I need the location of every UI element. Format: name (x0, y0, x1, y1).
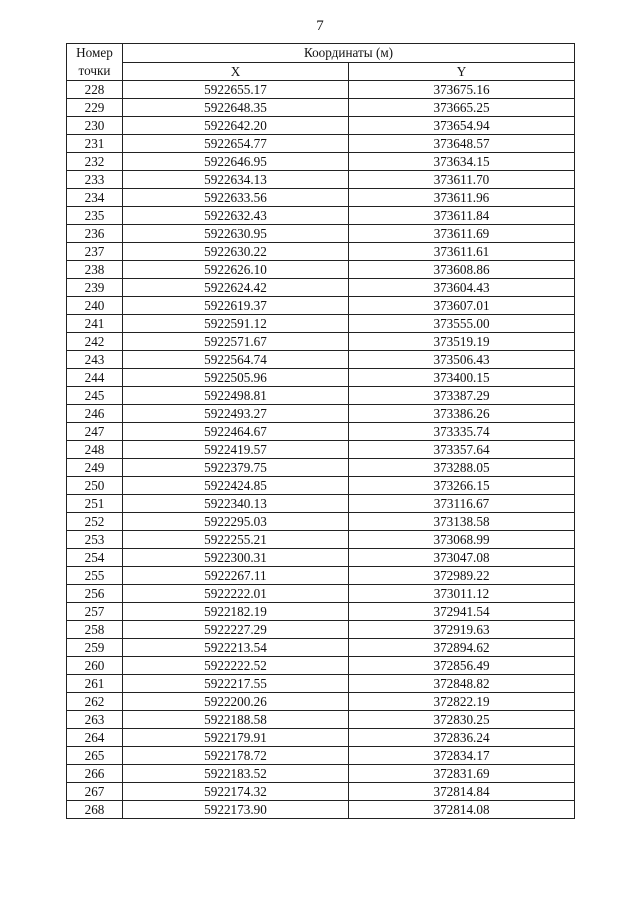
table-row (67, 423, 575, 441)
y-coordinate-cell: 373400.15 (349, 369, 575, 387)
point-number-cell: 252 (67, 513, 123, 531)
table-row (67, 657, 575, 675)
table-row (67, 261, 575, 279)
y-coordinate-cell: 373335.74 (349, 423, 575, 441)
x-coordinate-cell: 5922648.35 (123, 99, 349, 117)
y-coordinate-cell: 373634.15 (349, 153, 575, 171)
point-number-cell: 231 (67, 135, 123, 153)
x-coordinate-cell: 5922179.91 (123, 729, 349, 747)
x-coordinate-cell: 5922624.42 (123, 279, 349, 297)
x-coordinate-cell: 5922630.22 (123, 243, 349, 261)
table-row (67, 207, 575, 225)
y-coordinate-cell: 373266.15 (349, 477, 575, 495)
x-coordinate-cell: 5922174.32 (123, 783, 349, 801)
x-coordinate-cell: 5922591.12 (123, 315, 349, 333)
point-number-cell: 248 (67, 441, 123, 459)
x-coordinate-cell: 5922419.57 (123, 441, 349, 459)
table-row (67, 747, 575, 765)
x-column-header: X (123, 62, 349, 81)
y-coordinate-cell: 372856.49 (349, 657, 575, 675)
x-coordinate-cell: 5922464.67 (123, 423, 349, 441)
table-row (67, 765, 575, 783)
page-number: 7 (316, 18, 324, 34)
point-number-cell: 258 (67, 621, 123, 639)
point-number-cell: 230 (67, 117, 123, 135)
point-number-cell: 257 (67, 603, 123, 621)
table-row (67, 171, 575, 189)
y-coordinate-cell: 372822.19 (349, 693, 575, 711)
x-coordinate-cell: 5922654.77 (123, 135, 349, 153)
x-coordinate-cell: 5922222.52 (123, 657, 349, 675)
x-coordinate-cell: 5922200.26 (123, 693, 349, 711)
point-number-header-line1: Номер (76, 45, 113, 60)
point-number-cell: 235 (67, 207, 123, 225)
point-number-cell: 242 (67, 333, 123, 351)
x-coordinate-cell: 5922227.29 (123, 621, 349, 639)
point-number-cell: 264 (67, 729, 123, 747)
table-row (67, 675, 575, 693)
point-number-cell: 255 (67, 567, 123, 585)
y-coordinate-cell: 373116.67 (349, 495, 575, 513)
point-number-cell: 233 (67, 171, 123, 189)
point-number-cell: 261 (67, 675, 123, 693)
table-row (67, 729, 575, 747)
point-number-cell: 237 (67, 243, 123, 261)
x-coordinate-cell: 5922424.85 (123, 477, 349, 495)
table-row (67, 99, 575, 117)
table-row (67, 621, 575, 639)
table-row (67, 531, 575, 549)
point-number-cell: 228 (67, 81, 123, 99)
x-coordinate-cell: 5922498.81 (123, 387, 349, 405)
x-coordinate-cell: 5922379.75 (123, 459, 349, 477)
point-number-cell: 251 (67, 495, 123, 513)
y-coordinate-cell: 372830.25 (349, 711, 575, 729)
y-coordinate-cell: 373675.16 (349, 81, 575, 99)
y-coordinate-cell: 373604.43 (349, 279, 575, 297)
y-coordinate-cell: 372836.24 (349, 729, 575, 747)
y-coordinate-cell: 373047.08 (349, 549, 575, 567)
point-number-cell: 241 (67, 315, 123, 333)
table-row (67, 369, 575, 387)
y-coordinate-cell: 372941.54 (349, 603, 575, 621)
x-coordinate-cell: 5922633.56 (123, 189, 349, 207)
table-row (67, 495, 575, 513)
coordinates-header: Координаты (м) (123, 44, 575, 63)
point-number-cell: 246 (67, 405, 123, 423)
point-number-cell: 236 (67, 225, 123, 243)
table-row (67, 693, 575, 711)
point-number-cell: 250 (67, 477, 123, 495)
x-coordinate-cell: 5922642.20 (123, 117, 349, 135)
y-coordinate-cell: 373387.29 (349, 387, 575, 405)
table-row (67, 351, 575, 369)
x-coordinate-cell: 5922632.43 (123, 207, 349, 225)
x-coordinate-cell: 5922295.03 (123, 513, 349, 531)
y-coordinate-cell: 373607.01 (349, 297, 575, 315)
table-row (67, 189, 575, 207)
table-header (67, 44, 575, 81)
table-row (67, 297, 575, 315)
y-coordinate-cell: 373611.69 (349, 225, 575, 243)
point-number-cell: 267 (67, 783, 123, 801)
point-number-cell: 243 (67, 351, 123, 369)
x-coordinate-cell: 5922626.10 (123, 261, 349, 279)
x-coordinate-cell: 5922505.96 (123, 369, 349, 387)
x-coordinate-cell: 5922493.27 (123, 405, 349, 423)
y-coordinate-cell: 372814.08 (349, 801, 575, 819)
table-body (67, 81, 575, 819)
point-number-cell: 265 (67, 747, 123, 765)
point-number-cell: 262 (67, 693, 123, 711)
table-row (67, 603, 575, 621)
y-coordinate-cell: 373665.25 (349, 99, 575, 117)
x-coordinate-cell: 5922634.13 (123, 171, 349, 189)
point-number-cell: 249 (67, 459, 123, 477)
table-row (67, 135, 575, 153)
y-coordinate-cell: 373648.57 (349, 135, 575, 153)
point-number-cell: 247 (67, 423, 123, 441)
table-row (67, 459, 575, 477)
x-coordinate-cell: 5922571.67 (123, 333, 349, 351)
y-coordinate-cell: 373611.84 (349, 207, 575, 225)
y-coordinate-cell: 373138.58 (349, 513, 575, 531)
x-coordinate-cell: 5922564.74 (123, 351, 349, 369)
y-coordinate-cell: 373068.99 (349, 531, 575, 549)
table-row (67, 81, 575, 99)
y-coordinate-cell: 373611.70 (349, 171, 575, 189)
y-coordinate-cell: 373555.00 (349, 315, 575, 333)
y-coordinate-cell: 373608.86 (349, 261, 575, 279)
x-coordinate-cell: 5922267.11 (123, 567, 349, 585)
x-coordinate-cell: 5922183.52 (123, 765, 349, 783)
y-coordinate-cell: 373288.05 (349, 459, 575, 477)
x-coordinate-cell: 5922217.55 (123, 675, 349, 693)
y-coordinate-cell: 372814.84 (349, 783, 575, 801)
x-coordinate-cell: 5922300.31 (123, 549, 349, 567)
table-row (67, 117, 575, 135)
x-coordinate-cell: 5922222.01 (123, 585, 349, 603)
y-coordinate-cell: 372848.82 (349, 675, 575, 693)
table-row (67, 153, 575, 171)
y-coordinate-cell: 372894.62 (349, 639, 575, 657)
x-coordinate-cell: 5922173.90 (123, 801, 349, 819)
y-coordinate-cell: 372834.17 (349, 747, 575, 765)
y-coordinate-cell: 373011.12 (349, 585, 575, 603)
x-coordinate-cell: 5922646.95 (123, 153, 349, 171)
table-row (67, 711, 575, 729)
table-row (67, 801, 575, 819)
table-row (67, 279, 575, 297)
y-coordinate-cell: 372989.22 (349, 567, 575, 585)
point-number-cell: 253 (67, 531, 123, 549)
x-coordinate-cell: 5922182.19 (123, 603, 349, 621)
x-coordinate-cell: 5922213.54 (123, 639, 349, 657)
table-row (67, 585, 575, 603)
y-coordinate-cell: 373519.19 (349, 333, 575, 351)
x-coordinate-cell: 5922655.17 (123, 81, 349, 99)
point-number-header-line2: точки (78, 63, 111, 78)
point-number-cell: 244 (67, 369, 123, 387)
y-coordinate-cell: 373611.96 (349, 189, 575, 207)
x-coordinate-cell: 5922255.21 (123, 531, 349, 549)
table-row (67, 405, 575, 423)
table-row (67, 549, 575, 567)
table-row (67, 333, 575, 351)
y-coordinate-cell: 372831.69 (349, 765, 575, 783)
x-coordinate-cell: 5922188.58 (123, 711, 349, 729)
point-number-cell: 239 (67, 279, 123, 297)
y-coordinate-cell: 373654.94 (349, 117, 575, 135)
point-number-cell: 229 (67, 99, 123, 117)
point-number-cell: 259 (67, 639, 123, 657)
point-number-cell: 256 (67, 585, 123, 603)
table-row (67, 387, 575, 405)
point-number-cell: 238 (67, 261, 123, 279)
y-coordinate-cell: 373611.61 (349, 243, 575, 261)
point-number-cell: 232 (67, 153, 123, 171)
point-number-header (67, 44, 123, 81)
table-row (67, 477, 575, 495)
point-number-cell: 266 (67, 765, 123, 783)
table-row (67, 513, 575, 531)
x-coordinate-cell: 5922340.13 (123, 495, 349, 513)
point-number-cell: 234 (67, 189, 123, 207)
table-row (67, 441, 575, 459)
y-coordinate-cell: 373386.26 (349, 405, 575, 423)
table-row (67, 639, 575, 657)
point-number-cell: 254 (67, 549, 123, 567)
y-coordinate-cell: 373357.64 (349, 441, 575, 459)
table-row (67, 567, 575, 585)
y-coordinate-cell: 373506.43 (349, 351, 575, 369)
y-coordinate-cell: 372919.63 (349, 621, 575, 639)
table-row (67, 243, 575, 261)
point-number-cell: 245 (67, 387, 123, 405)
point-number-cell: 268 (67, 801, 123, 819)
point-number-cell: 260 (67, 657, 123, 675)
x-coordinate-cell: 5922630.95 (123, 225, 349, 243)
point-number-cell: 240 (67, 297, 123, 315)
x-coordinate-cell: 5922619.37 (123, 297, 349, 315)
point-number-cell: 263 (67, 711, 123, 729)
table-row (67, 783, 575, 801)
x-coordinate-cell: 5922178.72 (123, 747, 349, 765)
table-row (67, 315, 575, 333)
y-column-header: Y (349, 62, 575, 81)
table-row (67, 225, 575, 243)
coordinates-table (66, 43, 575, 819)
